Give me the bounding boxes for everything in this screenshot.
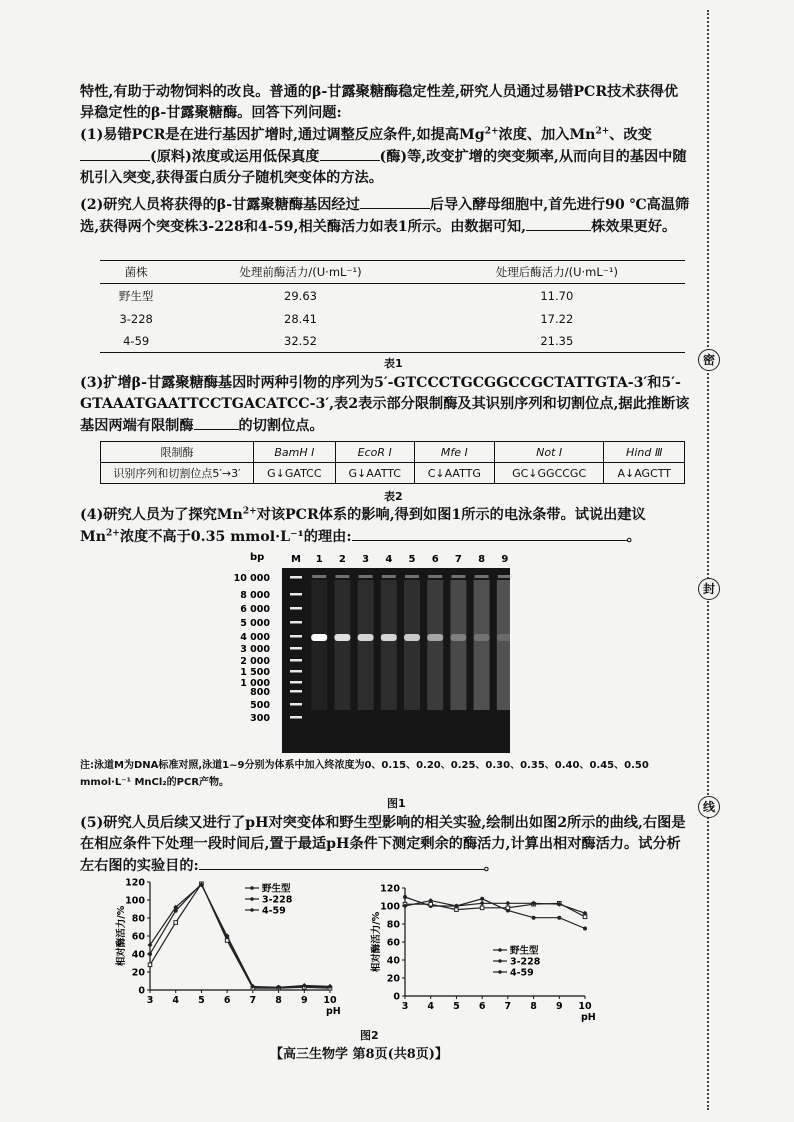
data-point xyxy=(148,963,152,967)
question-2: (2)研究人员将获得的β-甘露聚糖酶基因经过 后导入酵母细胞中,首先进行90 ℃高温筛选,获得两个突变株3-228和4-59,相关酶活力如表1所示。由数据可知, 株效果更好。 xyxy=(80,194,690,238)
y-tick-label: 60 xyxy=(386,937,400,949)
gel-lane-label: 1 xyxy=(315,554,323,565)
legend-marker xyxy=(498,948,502,952)
gel-marker-label: 5 000 xyxy=(240,618,270,629)
gel-band xyxy=(474,634,490,641)
y-tick-label: 40 xyxy=(131,949,145,961)
table-row: 野生型 29.63 11.70 xyxy=(118,289,574,303)
binding-dotted-line xyxy=(707,10,709,1110)
ph-stability-chart-right xyxy=(365,878,625,1028)
y-tick-label: 80 xyxy=(386,919,400,931)
gel-marker-band xyxy=(290,690,302,693)
data-point xyxy=(480,906,484,910)
gel-well xyxy=(475,575,489,578)
gel-unit-label: bp xyxy=(250,552,265,563)
x-tick-label: 7 xyxy=(504,1001,512,1012)
gel-lane-label: 7 xyxy=(454,554,462,565)
gel-lane-label: 6 xyxy=(431,554,439,565)
gel-well xyxy=(335,575,349,578)
x-tick-label: 10 xyxy=(578,1001,592,1012)
data-point xyxy=(532,916,536,920)
gel-marker-band xyxy=(290,576,302,579)
gel-lane-label: 8 xyxy=(478,554,486,565)
table-row: 限制酶 BamH Ⅰ EcoR Ⅰ Mfe Ⅰ Not Ⅰ Hind Ⅲ xyxy=(101,442,685,463)
table1-header: 处理后酶活力/(U·mL⁻¹) xyxy=(429,261,685,284)
legend-marker xyxy=(250,908,254,912)
y-axis-label: 相对酶活力/% xyxy=(116,905,127,967)
gel-marker-band xyxy=(290,716,302,719)
y-tick-label: 80 xyxy=(131,913,145,925)
table-2 xyxy=(100,441,685,484)
gel-marker-label: 2 000 xyxy=(240,656,270,667)
series-line xyxy=(150,884,330,988)
y-tick-label: 60 xyxy=(131,931,145,943)
legend-label: 野生型 xyxy=(510,945,539,957)
gel-smear xyxy=(334,580,350,710)
data-point xyxy=(557,916,561,920)
gel-lane-label: 3 xyxy=(362,554,370,565)
legend-label: 4-59 xyxy=(510,967,534,979)
seal-feng: 封 xyxy=(698,578,720,600)
gel-marker-label: 800 xyxy=(250,687,270,698)
legend-label: 4-59 xyxy=(262,905,286,917)
x-tick-label: 8 xyxy=(530,1001,537,1012)
gel-smear xyxy=(427,580,443,710)
data-point xyxy=(174,921,178,925)
gel-smear xyxy=(474,580,490,710)
table1-header: 菌株 xyxy=(100,261,172,284)
figure1-caption: 图1 xyxy=(387,797,406,810)
legend-marker xyxy=(250,897,254,901)
answer-blank-1b[interactable] xyxy=(320,146,380,161)
gel-marker-band xyxy=(290,621,302,624)
gel-marker-band xyxy=(290,635,302,638)
series-line xyxy=(150,885,330,988)
gel-marker-band xyxy=(290,647,302,650)
gel-well xyxy=(498,575,512,578)
gel-band xyxy=(381,634,397,641)
x-tick-label: 9 xyxy=(300,995,308,1006)
x-tick-label: 10 xyxy=(323,995,337,1006)
gel-lane-label: 9 xyxy=(501,554,509,565)
answer-blank-5[interactable] xyxy=(199,855,484,870)
x-tick-label: 5 xyxy=(453,1001,460,1012)
gel-marker-label: 1 500 xyxy=(240,667,270,678)
table1-header: 处理前酶活力/(U·mL⁻¹) xyxy=(172,261,428,284)
table1-caption: 表1 xyxy=(384,357,403,370)
gel-band xyxy=(427,634,443,641)
x-axis-label: pH xyxy=(581,1012,596,1023)
gel-marker-label: 6 000 xyxy=(240,604,270,615)
table-row: 3-228 28.41 17.22 xyxy=(119,312,574,326)
gel-marker-label: 3 000 xyxy=(240,644,270,655)
y-tick-label: 20 xyxy=(386,973,400,985)
gel-marker-label: 1 000 xyxy=(240,678,270,689)
legend-label: 3-228 xyxy=(510,956,541,968)
table-row: 识别序列和切割位点5′→3′ G↓GATCC G↓AATTC C↓AATTG GC↓GGCCGC A↓AGCTT xyxy=(101,463,685,484)
data-point xyxy=(506,906,510,910)
gel-smear xyxy=(311,580,327,710)
gel-well xyxy=(312,575,326,578)
legend-label: 野生型 xyxy=(262,883,291,895)
gel-band xyxy=(334,634,350,641)
intro-paragraph: 特性,有助于动物饲料的改良。普通的β-甘露聚糖酶稳定性差,研究人员通过易错PCR技术获得优异稳定性的β-甘露聚糖酶。回答下列问题: xyxy=(80,84,679,121)
x-tick-label: 9 xyxy=(555,1001,563,1012)
gel-marker-band xyxy=(290,670,302,673)
x-axis-label: pH xyxy=(326,1006,341,1017)
legend-marker xyxy=(498,970,502,974)
gel-smear xyxy=(381,580,397,710)
data-point xyxy=(148,952,152,956)
gel-marker-band xyxy=(290,703,302,706)
gel-marker-label: 10 000 xyxy=(233,573,270,584)
answer-blank-2b[interactable] xyxy=(526,216,591,231)
data-point xyxy=(403,895,407,899)
gel-well xyxy=(359,575,373,578)
y-tick-label: 100 xyxy=(380,901,400,913)
gel-marker-band xyxy=(290,681,302,684)
gel-well xyxy=(428,575,442,578)
gel-smear xyxy=(450,580,466,710)
y-tick-label: 20 xyxy=(131,967,145,979)
gel-marker-band xyxy=(290,593,302,596)
gel-well xyxy=(382,575,396,578)
question-5: (5)研究人员后续又进行了pH对突变体和野生型影响的相关实验,绘制出如图2所示的曲线,右图是在相应条件下处理一段时间后,置于最适pH条件下测定剩余的酶活力,计算出相对酶活力。试分析左右图的实验目的: 。 xyxy=(80,815,686,874)
gel-lane-label: 2 xyxy=(338,554,346,565)
gel-band xyxy=(497,634,513,641)
gel-well xyxy=(451,575,465,578)
series-line xyxy=(150,884,330,988)
y-axis-label: 相对酶活力/% xyxy=(371,911,382,973)
gel-marker-label: 8 000 xyxy=(240,590,270,601)
y-tick-label: 0 xyxy=(393,991,400,1003)
gel-band xyxy=(358,634,374,641)
gel-lane-label: 5 xyxy=(408,554,416,565)
x-tick-label: 8 xyxy=(275,995,282,1006)
table2-caption: 表2 xyxy=(384,490,403,503)
answer-blank-4[interactable] xyxy=(352,526,627,541)
answer-blank-1a[interactable] xyxy=(80,146,150,161)
gel-well xyxy=(405,575,419,578)
question-3: (3)扩增β-甘露聚糖酶基因时两种引物的序列为5′-GTCCCTGCGGCCGCTATTGTA-3′和5′-GTAAATGAATTCCTGACATCC-3′,表2表示部分限制酶及其识别序列和切割位点,据此推断该基因两端有限制酶 的切割位点。 xyxy=(80,375,690,434)
gel-marker-label: 500 xyxy=(250,700,270,711)
figure1-note: 注:泳道M为DNA标准对照,泳道1~9分别为体系中加入终浓度为0、0.15、0.20、0.25、0.30、0.35、0.40、0.45、0.50 mmol·L⁻¹ MnCl₂的PCR产物。 xyxy=(80,760,649,788)
legend-label: 3-228 xyxy=(262,894,293,906)
x-tick-label: 4 xyxy=(172,995,180,1006)
gel-marker-band xyxy=(290,659,302,662)
gel-marker-band xyxy=(290,607,302,610)
gel-lane-label: M xyxy=(291,554,301,565)
gel-band xyxy=(404,634,420,641)
data-point xyxy=(505,901,510,906)
gel-smear xyxy=(404,580,420,710)
ph-activity-chart-left xyxy=(110,872,350,1022)
legend-marker xyxy=(250,886,254,890)
x-tick-label: 5 xyxy=(198,995,205,1006)
y-tick-label: 120 xyxy=(380,883,400,895)
question-1: (1)易错PCR是在进行基因扩增时,通过调整反应条件,如提高$Mg^{2+}$浓度、加入$Mn^{2+}$、改变(原料)浓度或运用低保真度 (酶)等,改变扩增的突变频率,从而向目的基因中随机引入突变,获得蛋白质分子随机突变体的方法。 xyxy=(80,126,687,186)
gel-band xyxy=(450,634,466,641)
question-4: (4)研究人员为了探究$Mn^{2+}$对该PCR体系的影响,得到如图1所示的电泳条带。试说出建议$Mn^{2+}$浓度不高于0.35 mmol·L⁻¹的理由: 。 xyxy=(80,506,646,545)
x-tick-label: 7 xyxy=(249,995,257,1006)
x-tick-label: 3 xyxy=(401,1001,409,1012)
y-tick-label: 120 xyxy=(125,877,145,889)
x-tick-label: 4 xyxy=(427,1001,435,1012)
gel-marker-label: 4 000 xyxy=(240,632,270,643)
seal-mi: 密 xyxy=(698,349,720,371)
gel-marker-label: 300 xyxy=(250,713,270,724)
data-point xyxy=(480,897,484,901)
gel-lane-label: 4 xyxy=(385,554,393,565)
answer-blank-3[interactable] xyxy=(194,415,239,430)
data-point xyxy=(480,901,485,906)
table-row: 4-59 32.52 21.35 xyxy=(100,330,685,353)
figure2-caption: 图2 xyxy=(360,1029,379,1042)
x-tick-label: 6 xyxy=(223,995,231,1006)
gel-smear xyxy=(358,580,374,710)
x-tick-label: 3 xyxy=(146,995,154,1006)
y-tick-label: 0 xyxy=(138,985,145,997)
x-tick-label: 6 xyxy=(478,1001,486,1012)
y-tick-label: 100 xyxy=(125,895,145,907)
table-1 xyxy=(100,260,685,353)
answer-blank-2a[interactable] xyxy=(360,194,430,209)
gel-figure xyxy=(230,550,520,755)
data-point xyxy=(583,927,587,931)
y-tick-label: 40 xyxy=(386,955,400,967)
gel-band xyxy=(311,634,327,641)
legend-marker xyxy=(498,959,502,963)
gel-smear xyxy=(497,580,513,710)
seal-xian: 线 xyxy=(698,796,720,818)
page-footer: 【高三生物学 第8页(共8页)】 xyxy=(270,1047,448,1062)
